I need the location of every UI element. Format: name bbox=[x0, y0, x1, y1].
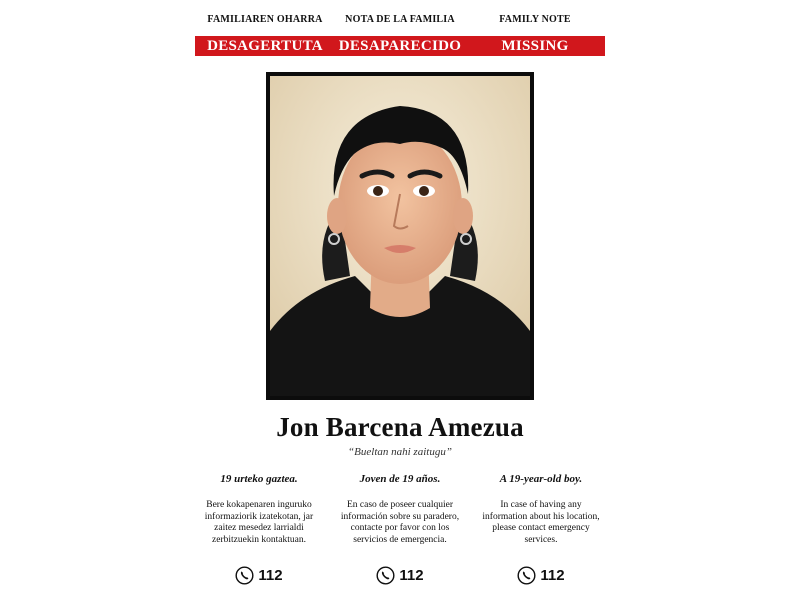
header-label-english: FAMILY NOTE bbox=[499, 14, 571, 25]
phone-number: 112 bbox=[399, 567, 424, 584]
person-quote: “Bueltan nahi zaitugu” bbox=[348, 446, 452, 458]
info-column-basque bbox=[195, 472, 323, 585]
header-label-basque: FAMILIAREN OHARRA bbox=[207, 14, 323, 25]
info-column-spanish bbox=[336, 472, 464, 585]
banner-label-basque: DESAGERTUTA bbox=[207, 37, 323, 54]
column-lead: 19 urteko gaztea. bbox=[220, 473, 298, 485]
phone-icon bbox=[517, 566, 536, 585]
portrait-illustration bbox=[270, 76, 530, 396]
emergency-phone[interactable] bbox=[195, 566, 323, 585]
phone-number: 112 bbox=[258, 567, 283, 584]
emergency-phone[interactable] bbox=[477, 566, 605, 585]
column-lead: A 19-year-old boy. bbox=[499, 473, 583, 485]
column-lead: Joven de 19 años. bbox=[359, 473, 441, 485]
info-columns bbox=[195, 472, 605, 585]
column-body: In case of having any information about his location, please contact emergency services. bbox=[482, 500, 600, 545]
banner-label-english: MISSING bbox=[501, 37, 569, 54]
column-body: En caso de poseer cualquier información sobre su paradero, contacte por favor con los servicios de emergencia. bbox=[340, 500, 460, 545]
phone-icon bbox=[235, 566, 254, 585]
emergency-phone[interactable] bbox=[336, 566, 464, 585]
header-label-spanish: NOTA DE LA FAMILIA bbox=[345, 14, 455, 25]
portrait-photo bbox=[266, 72, 534, 400]
person-name: Jon Barcena Amezua bbox=[276, 412, 524, 442]
banner-label-spanish: DESAPARECIDO bbox=[338, 37, 462, 54]
header-row bbox=[195, 14, 605, 25]
missing-banner bbox=[195, 36, 605, 56]
info-column-english bbox=[477, 472, 605, 585]
column-body: Bere kokapenaren inguruko informaziorik izatekotan, jar zaitez mesedez larrialdi zerbitzuekin kontaktuan. bbox=[204, 500, 314, 545]
phone-icon bbox=[376, 566, 395, 585]
phone-number: 112 bbox=[540, 567, 565, 584]
